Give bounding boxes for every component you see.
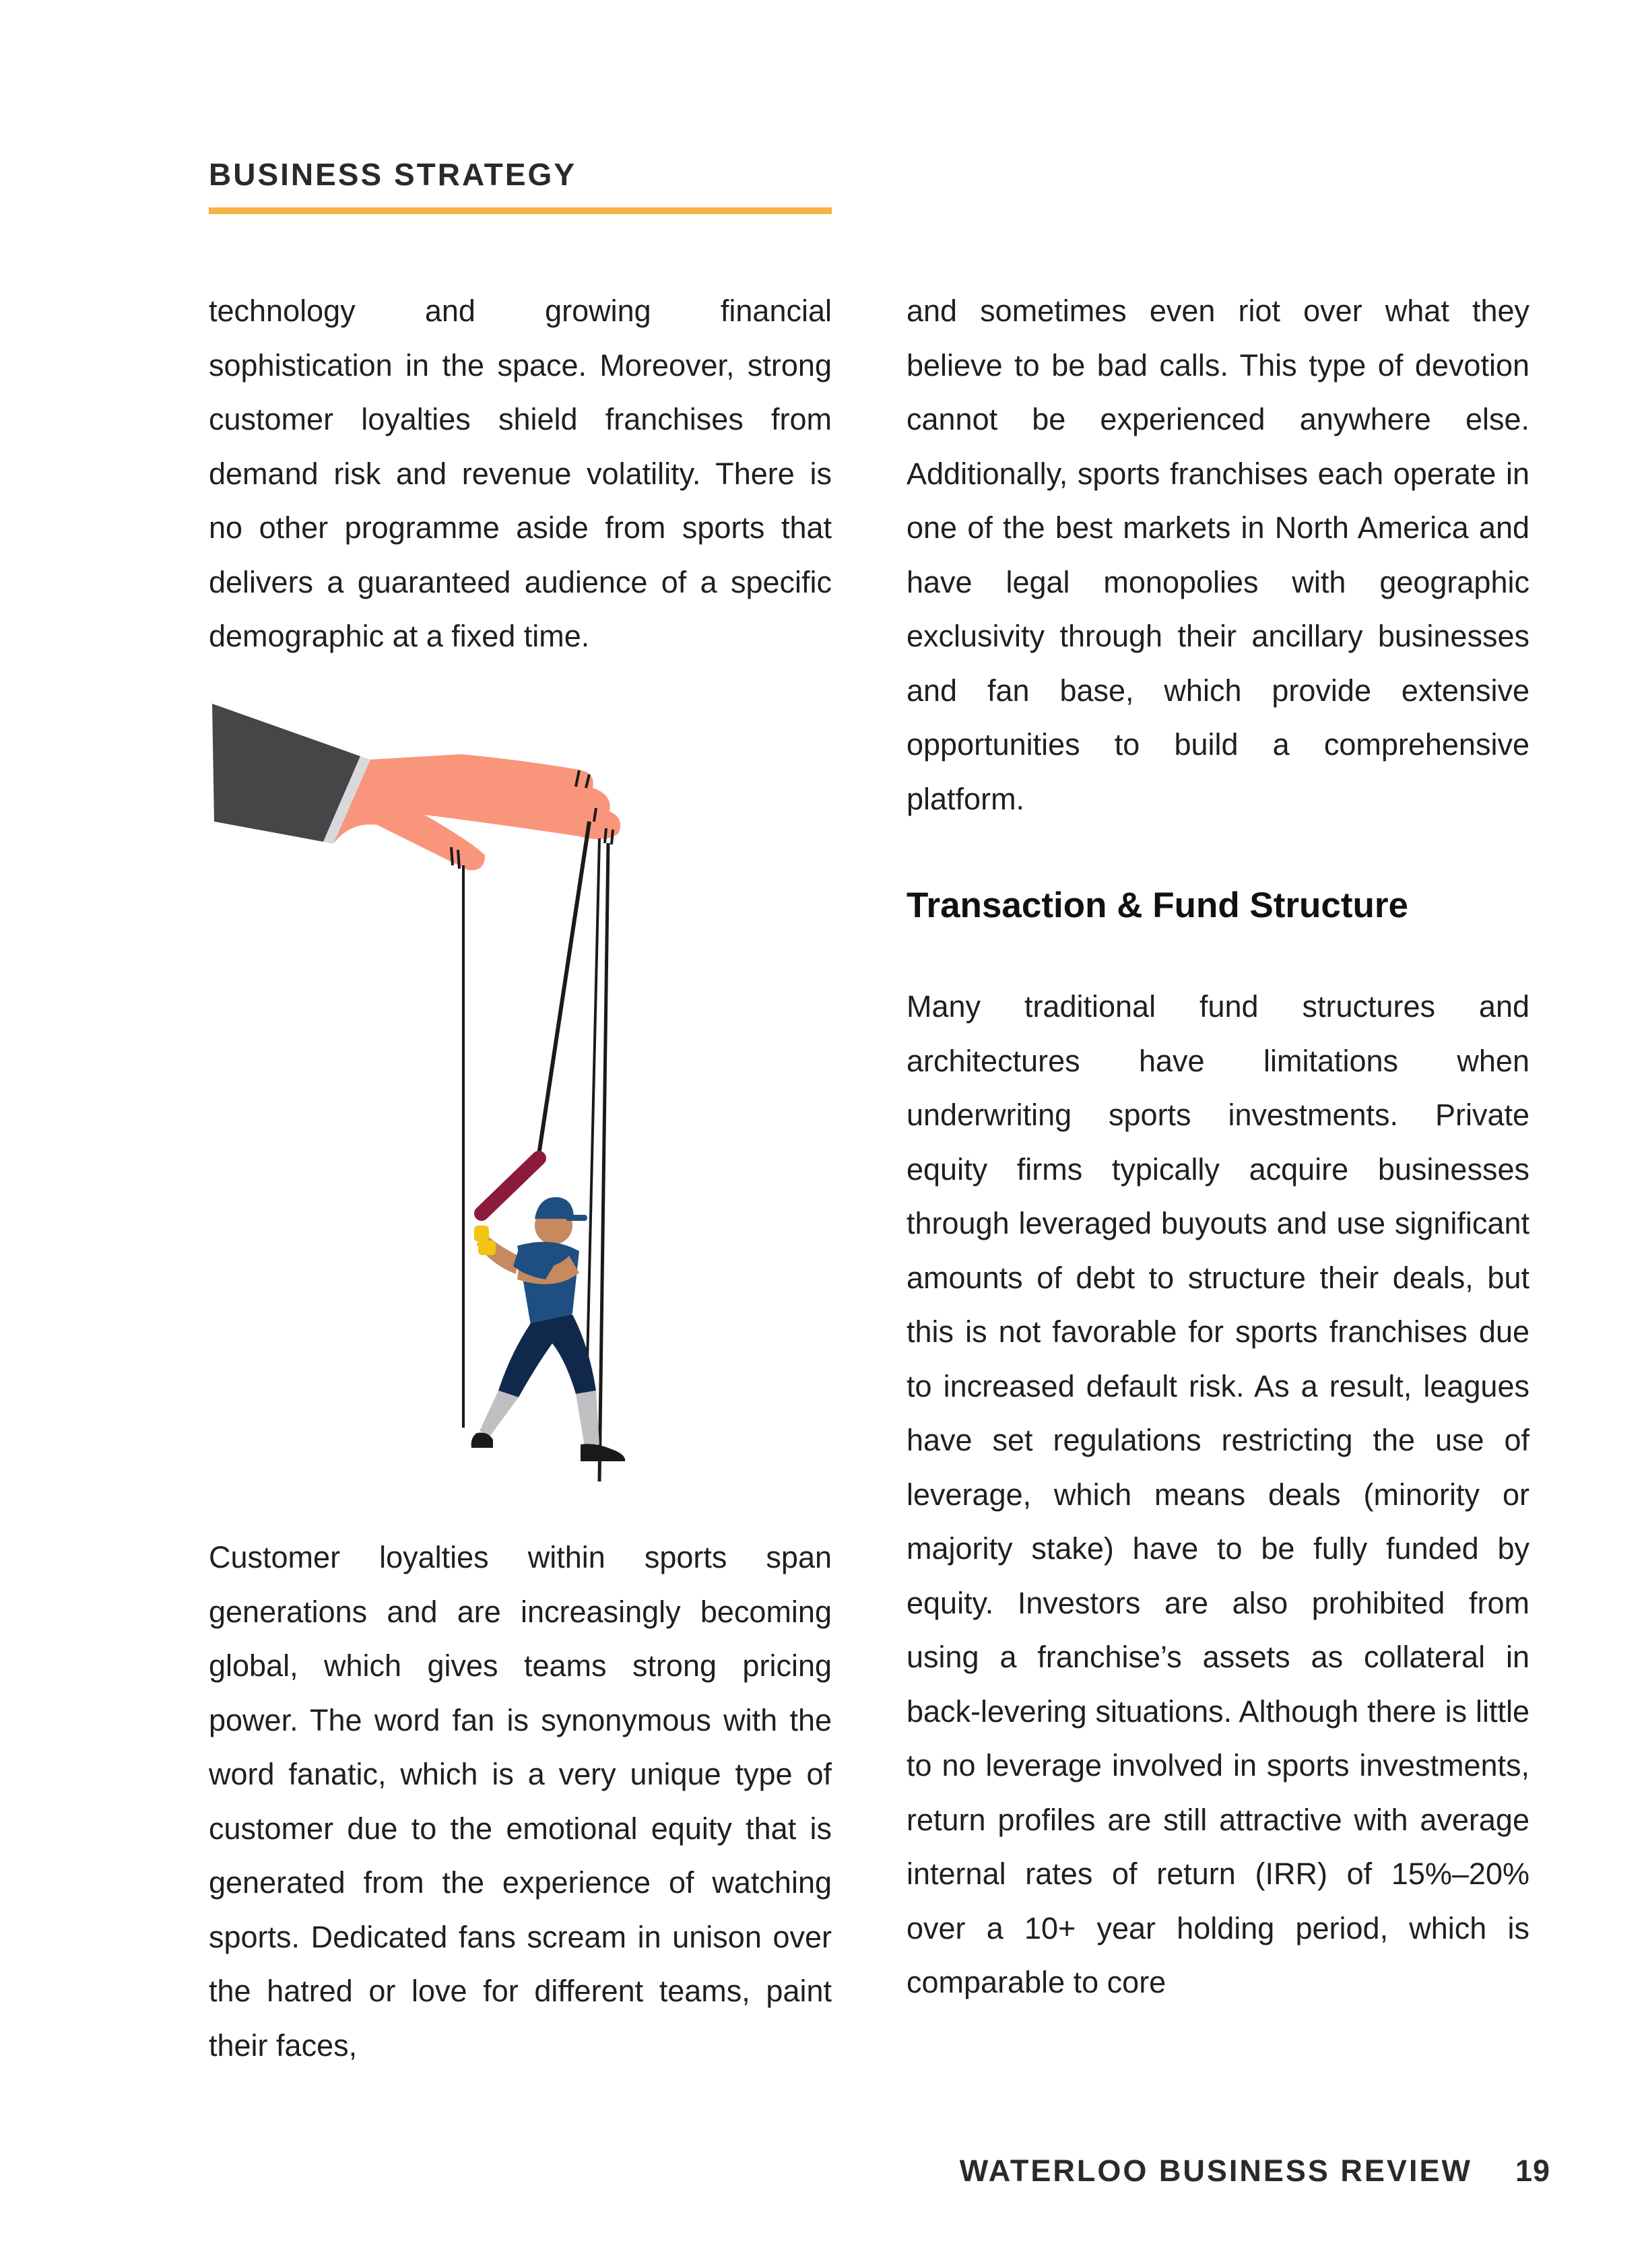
page-number: 19 [1515,2154,1550,2188]
section-label: BUSINESS STRATEGY [209,157,577,192]
puppeteer-hand-baseball-player-icon [202,687,660,1502]
paragraph: technology and growing financial sophistication in the space. Moreover, strong customer loyalties shield franchises from demand risk and revenue volatility. There is no other programme aside from sports that delivers a guaranteed audience of a specific demographic at a fixed time. [209,294,832,653]
page-footer [960,2154,1550,2189]
left-column-bottom [209,1531,832,2073]
paragraph: Many traditional fund structures and architectures have limitations when underwriting sports investments. Private equity firms typically acquire businesses through leveraged buyouts and use significant amounts of debt to structure their deals, but this is not favorable for sports franchises due to increased default risk. As a result, leagues have set regulations restricting the use of leverage, which means deals (minority or majority stake) have to be fully funded by equity. Investors are also prohibited from using a franchise’s assets as collateral in back-levering situations. Although there is little to no leverage involved in sports investments, return profiles are still attractive with average internal rates of return (IRR) of 15%–20% over a 10+ year holding period, which is comparable to core [907,989,1529,1999]
left-column-top [209,284,832,664]
right-column [907,284,1529,2010]
publication-name: WATERLOO BUSINESS REVIEW [959,2154,1472,2188]
paragraph: Customer loyalties within sports span generations and are increasingly becoming global, which gives teams strong pricing power. The word fan is synonymous with the word fanatic, which is a very unique type of customer due to the emotional equity that is generated from the experience of watching sports. Dedicated fans scream in unison over the hatred or love for different teams, paint their faces, [209,1540,832,2063]
section-rule [209,207,832,214]
subheading: Transaction & Fund Structure [907,886,1409,925]
paragraph: and sometimes even riot over what they believe to be bad calls. This type of devotion cannot be experienced anywhere else. Additionally, sports franchises each operate in one of the best markets in North America and have legal monopolies with geographic exclusivity through their ancillary businesses and fan base, which provide extensive opportunities to build a comprehensive platform. [907,294,1529,816]
